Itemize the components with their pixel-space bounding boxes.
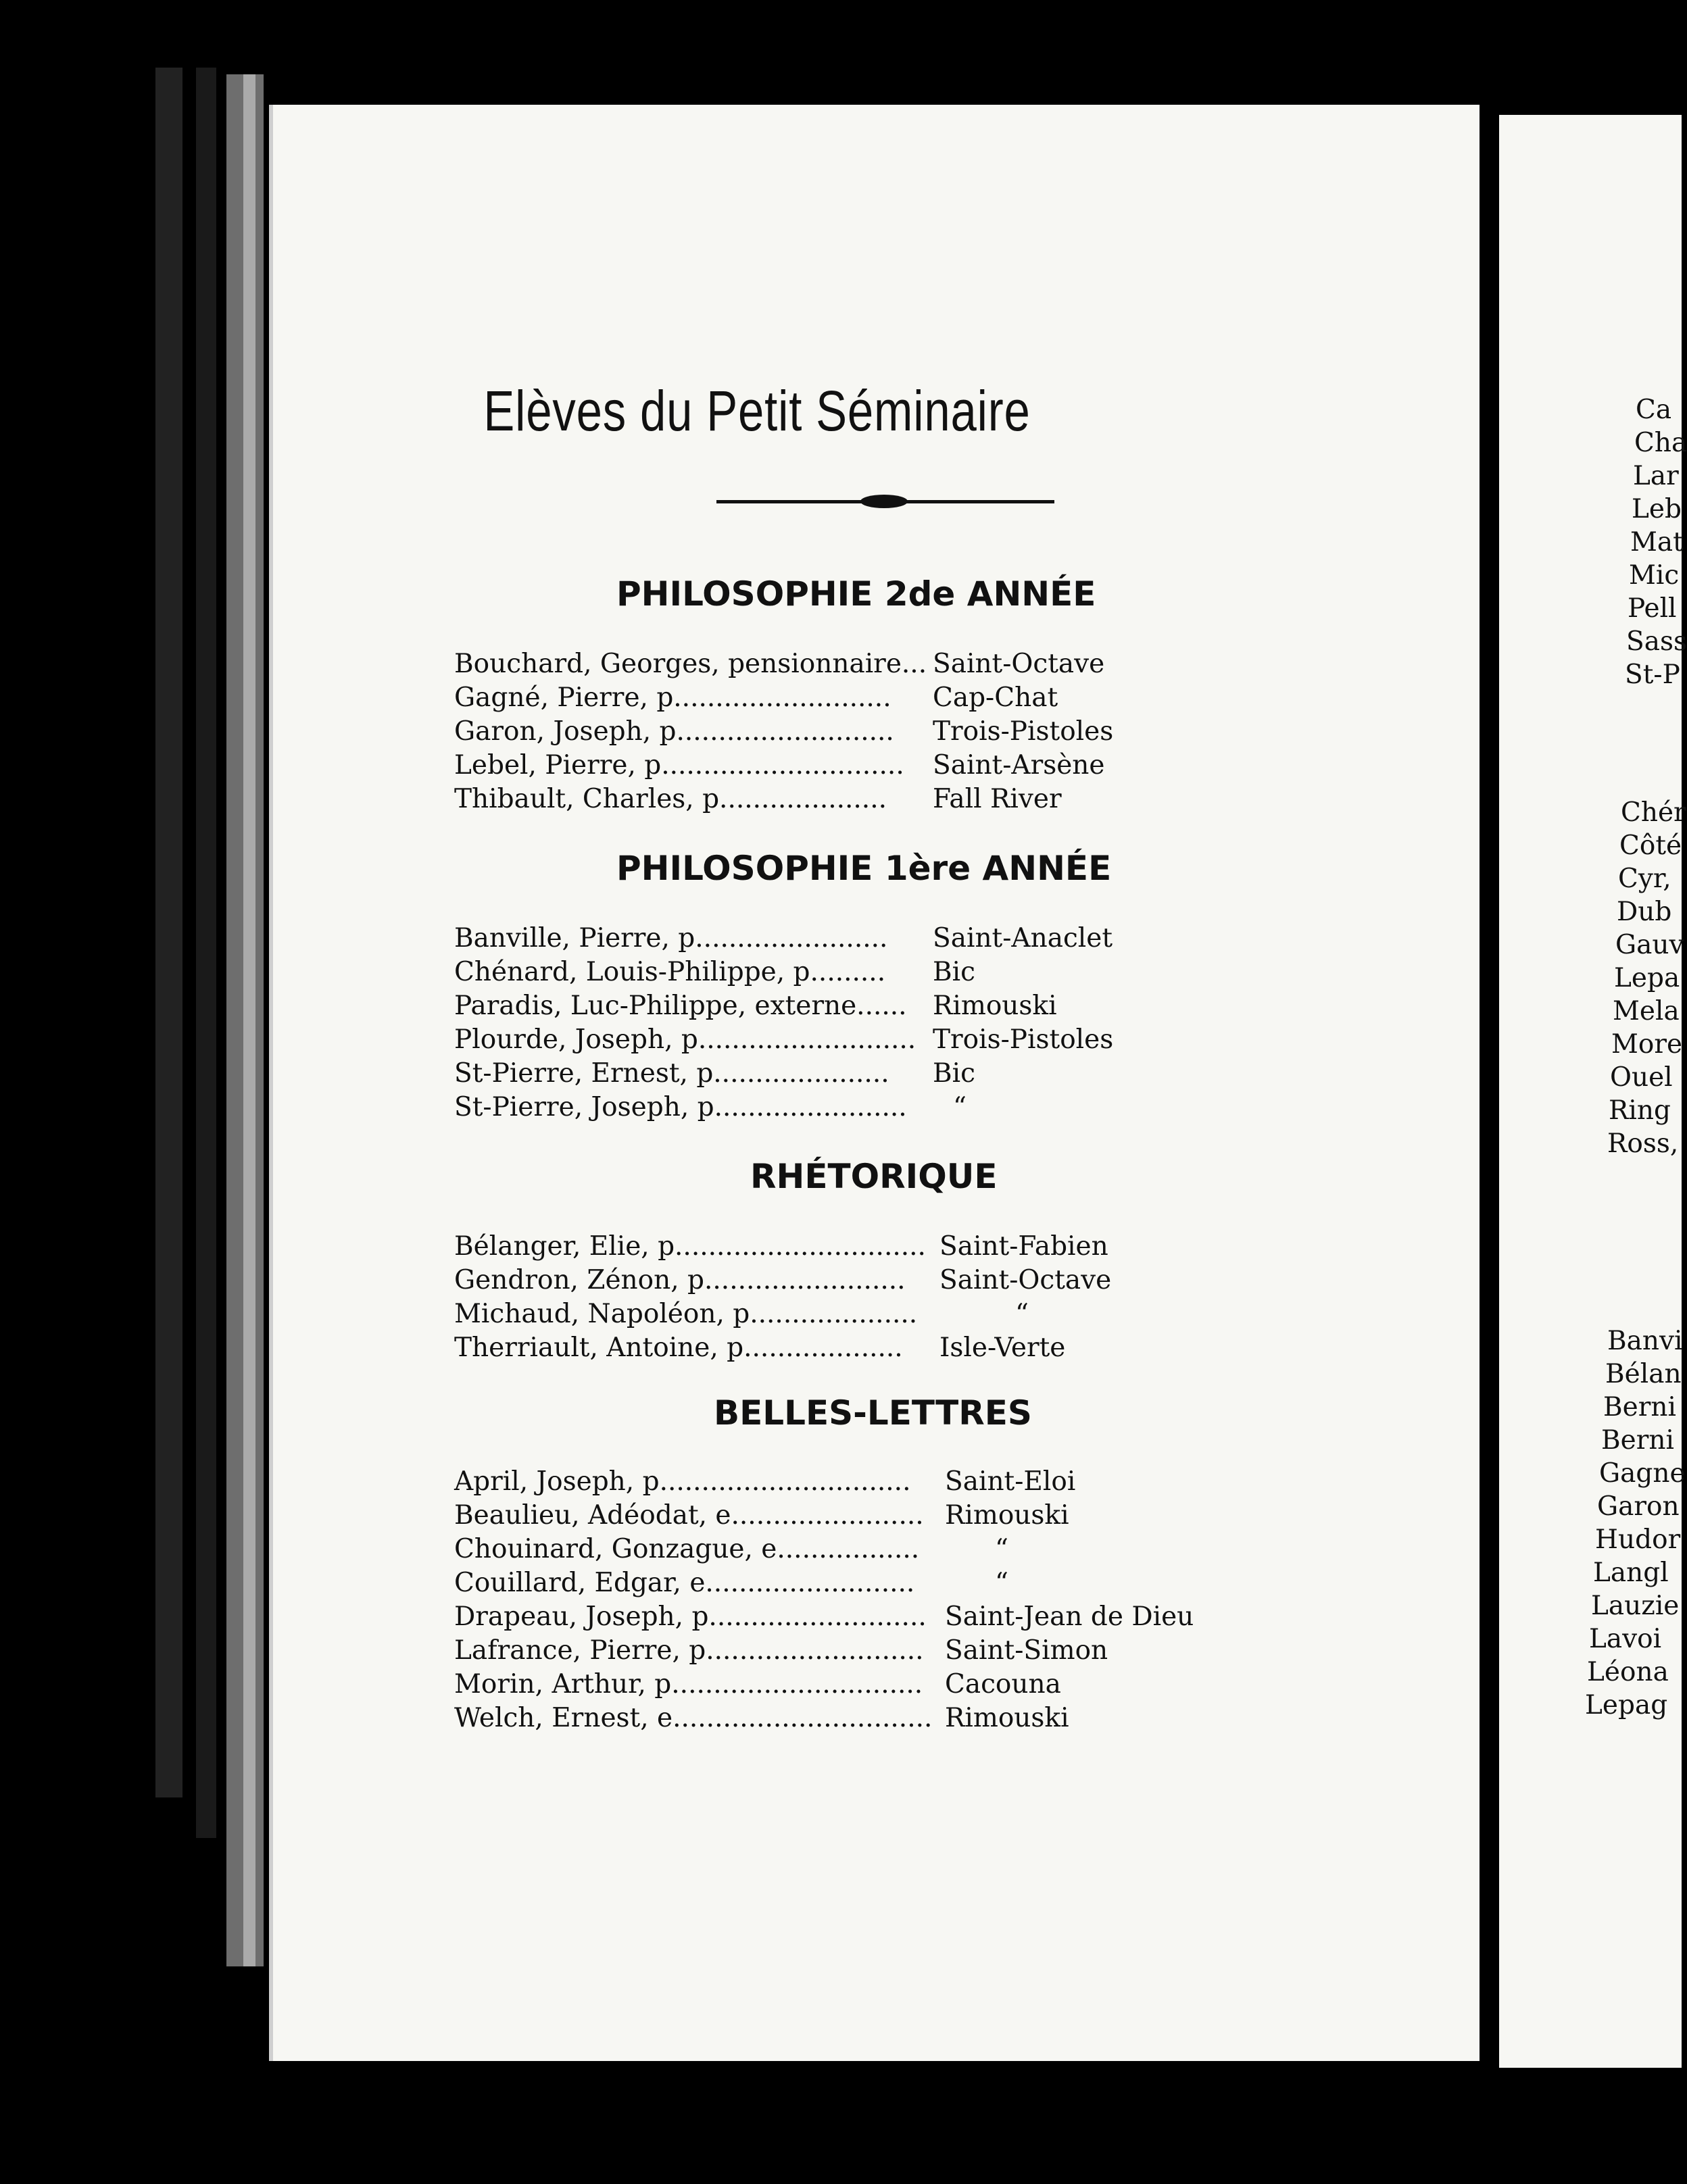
- right-page-line: Hudor: [1595, 1524, 1681, 1555]
- right-page-line: Lepa: [1614, 963, 1680, 993]
- book-edge: [155, 68, 182, 1797]
- student-place: Trois-Pistoles: [933, 1024, 1114, 1055]
- right-page-line: Ouel: [1610, 1062, 1673, 1093]
- student-name: Lebel, Pierre, p.............................: [454, 750, 904, 780]
- list-item: [454, 1230, 1108, 1264]
- right-page-line: Pell: [1628, 593, 1677, 624]
- student-place: Rimouski: [945, 1703, 1069, 1733]
- right-page-line: Garon: [1597, 1491, 1680, 1522]
- list-item: [454, 1533, 1008, 1566]
- student-name: Gendron, Zénon, p........................: [454, 1265, 906, 1295]
- right-page-line: Côté: [1619, 830, 1682, 861]
- list-item: [454, 1297, 1029, 1331]
- student-place: Saint-Arsène: [933, 750, 1105, 780]
- right-page-line: Langl: [1593, 1558, 1669, 1588]
- right-page-line: Berni: [1603, 1392, 1676, 1422]
- right-page-line: Lavoi: [1589, 1624, 1662, 1654]
- list-item: [454, 956, 975, 989]
- student-place: “: [995, 1568, 1008, 1598]
- right-page-line: St-P: [1625, 660, 1680, 690]
- right-page-line: Ca: [1636, 395, 1672, 425]
- student-name: Garon, Joseph, p..........................: [454, 716, 894, 747]
- student-place: “: [995, 1534, 1008, 1564]
- student-name: Michaud, Napoléon, p....................: [454, 1299, 918, 1329]
- student-name: Banville, Pierre, p.......................: [454, 923, 888, 953]
- list-item: [454, 1702, 1069, 1735]
- student-place: Rimouski: [933, 991, 1057, 1021]
- right-page-line: Cyr,: [1618, 864, 1671, 894]
- student-place: Saint-Anaclet: [933, 923, 1113, 953]
- list-item: [454, 1566, 1008, 1600]
- student-name: Plourde, Joseph, p..........................: [454, 1024, 916, 1055]
- right-page-line: Berni: [1601, 1425, 1674, 1456]
- right-page-line: Bélan: [1605, 1359, 1682, 1389]
- list-item: [454, 1331, 1066, 1365]
- book-edge: [196, 68, 216, 1838]
- list-item: [454, 1668, 1061, 1702]
- right-page-line: Lepag: [1585, 1690, 1668, 1720]
- student-place: Bic: [933, 957, 975, 987]
- title-rule-ornament: [860, 495, 908, 508]
- student-name: Chouinard, Gonzague, e.................: [454, 1534, 920, 1564]
- student-name: St-Pierre, Ernest, p.....................: [454, 1058, 889, 1089]
- right-page-line: Lar: [1633, 461, 1679, 491]
- list-item: [454, 1600, 1194, 1634]
- student-name: Chénard, Louis-Philippe, p.........: [454, 957, 886, 987]
- student-name: Couillard, Edgar, e.........................: [454, 1568, 915, 1598]
- student-name: Bouchard, Georges, pensionnaire...: [454, 649, 927, 679]
- student-place: Cacouna: [945, 1669, 1061, 1699]
- student-name: Therriault, Antoine, p...................: [454, 1333, 903, 1363]
- student-place: Saint-Simon: [945, 1635, 1108, 1666]
- right-page-line: Ring: [1609, 1095, 1671, 1126]
- list-item: [454, 1023, 1114, 1057]
- student-place: “: [1015, 1299, 1029, 1329]
- right-page-line: Gagne: [1599, 1458, 1686, 1489]
- right-page-line: Ross,: [1607, 1128, 1679, 1159]
- list-item: [454, 749, 1105, 783]
- list-item: [454, 1057, 975, 1091]
- student-place: Fall River: [933, 784, 1062, 814]
- list-item: [454, 1264, 1112, 1297]
- section-heading: BELLES-LETTRES: [714, 1393, 1032, 1433]
- list-item: [454, 715, 1114, 749]
- right-page-line: Cha: [1634, 428, 1687, 458]
- student-place: Isle-Verte: [939, 1333, 1066, 1363]
- student-place: Trois-Pistoles: [933, 716, 1114, 747]
- student-place: Cap-Chat: [933, 682, 1058, 713]
- student-place: Saint-Jean de Dieu: [945, 1602, 1194, 1632]
- list-item: [454, 922, 1113, 956]
- right-page-line: Léona: [1587, 1657, 1669, 1687]
- list-item: [454, 647, 1105, 681]
- student-place: Saint-Fabien: [939, 1231, 1108, 1262]
- student-name: Morin, Arthur, p..............................: [454, 1669, 923, 1699]
- list-item: [454, 1465, 1076, 1499]
- right-page-line: Mat: [1630, 527, 1684, 557]
- page-title: Elèves du Petit Séminaire: [483, 379, 1031, 443]
- student-name: Paradis, Luc-Philippe, externe......: [454, 991, 907, 1021]
- student-name: Welch, Ernest, e...............................: [454, 1703, 933, 1733]
- list-item: [454, 1499, 1069, 1533]
- right-page-line: Dub: [1617, 897, 1672, 927]
- list-item: [454, 1634, 1108, 1668]
- list-item: [454, 1091, 967, 1124]
- right-page-line: Leb: [1632, 494, 1682, 524]
- student-place: Bic: [933, 1058, 975, 1089]
- student-name: Thibault, Charles, p....................: [454, 784, 887, 814]
- right-page-line: Lauzie: [1591, 1591, 1680, 1621]
- section-heading: PHILOSOPHIE 1ère ANNÉE: [616, 849, 1112, 888]
- student-place: Saint-Octave: [939, 1265, 1112, 1295]
- student-place: Saint-Eloi: [945, 1466, 1076, 1497]
- student-name: Gagné, Pierre, p..........................: [454, 682, 891, 713]
- student-name: Beaulieu, Adéodat, e.......................: [454, 1500, 924, 1531]
- right-page-line: Gauv: [1615, 930, 1684, 960]
- book-edge: [243, 74, 255, 1966]
- right-page-line: Chér: [1621, 797, 1686, 828]
- right-page-line: More: [1611, 1029, 1683, 1060]
- list-item: [454, 681, 1058, 715]
- student-name: Bélanger, Elie, p..............................: [454, 1231, 926, 1262]
- list-item: [454, 989, 1057, 1023]
- right-page-line: Sass: [1626, 626, 1687, 657]
- student-name: April, Joseph, p..............................: [454, 1466, 911, 1497]
- student-place: Rimouski: [945, 1500, 1069, 1531]
- student-name: Drapeau, Joseph, p..........................: [454, 1602, 927, 1632]
- student-place: Saint-Octave: [933, 649, 1105, 679]
- student-place: “: [953, 1092, 967, 1122]
- right-page-line: Mela: [1613, 996, 1680, 1026]
- student-name: Lafrance, Pierre, p..........................: [454, 1635, 924, 1666]
- right-page-line: Banvi: [1607, 1326, 1683, 1356]
- section-heading: RHÉTORIQUE: [750, 1157, 998, 1196]
- right-page-line: Mic: [1629, 560, 1680, 591]
- section-heading: PHILOSOPHIE 2de ANNÉE: [616, 574, 1096, 614]
- student-name: St-Pierre, Joseph, p.......................: [454, 1092, 907, 1122]
- list-item: [454, 783, 1062, 816]
